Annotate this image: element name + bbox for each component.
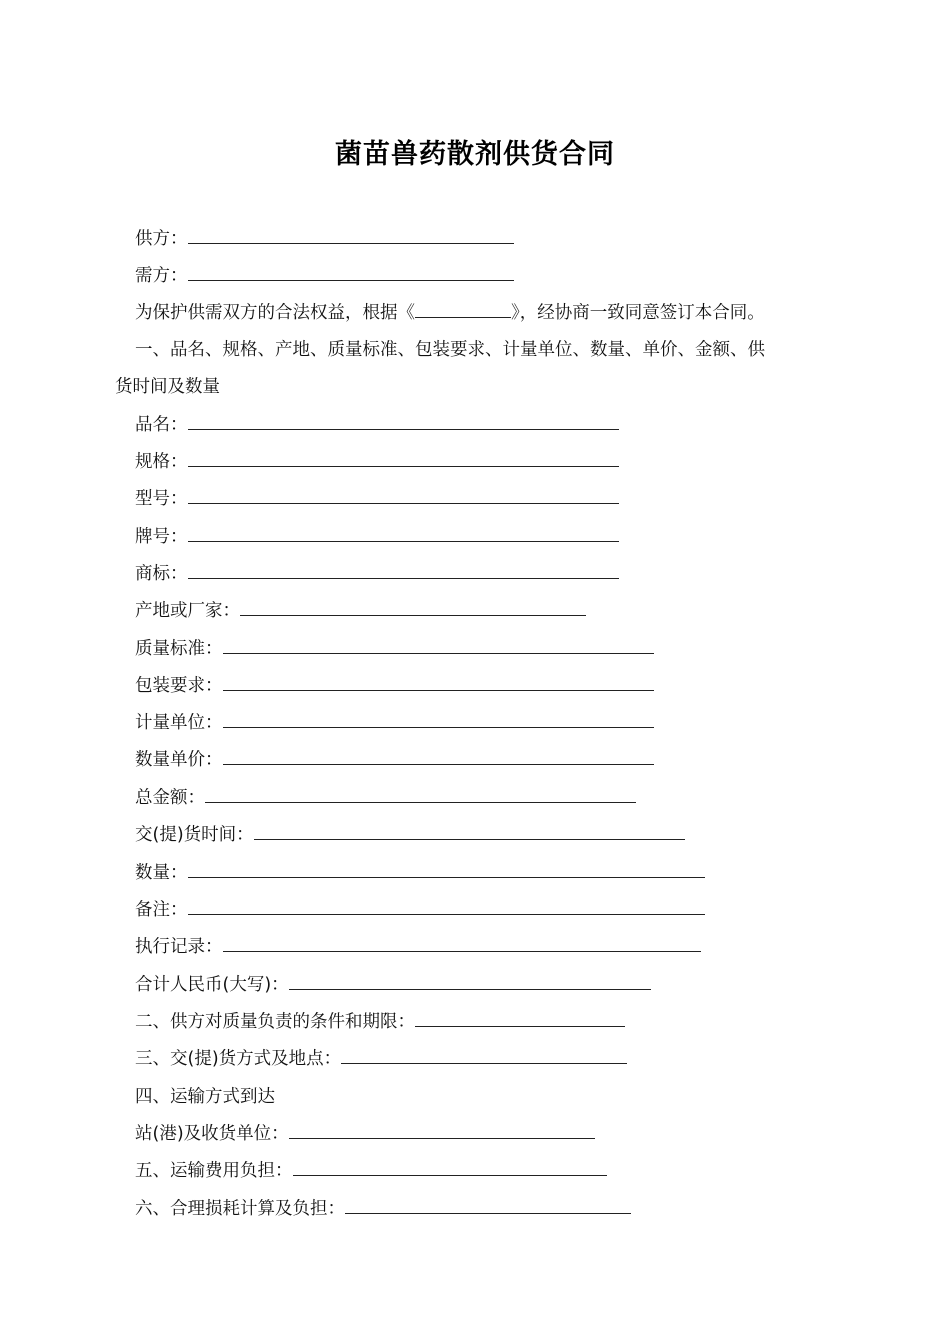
station-blank[interactable] (289, 1122, 595, 1139)
clause-1-text-cont: 货时间及数量 (115, 377, 220, 397)
clause-3-label: 三、交(提)货方式及地点： (135, 1049, 342, 1069)
quantity-label: 数量： (135, 863, 188, 883)
unit-price-label: 数量单价： (135, 750, 223, 770)
spec-line (135, 450, 619, 474)
execution-record-label: 执行记录： (135, 937, 223, 957)
quantity-line (135, 861, 705, 885)
basis-line (135, 301, 765, 325)
unit-price-line (135, 748, 654, 772)
clause-2-label: 二、供方对质量负责的条件和期限： (135, 1012, 415, 1032)
clause-1-text: 一、品名、规格、产地、质量标准、包装要求、计量单位、数量、单价、金额、供 (135, 340, 765, 360)
clause-5-blank[interactable] (293, 1159, 607, 1176)
clause-1-heading-cont (115, 375, 220, 399)
quality-standard-line (135, 637, 654, 661)
clause-5-label: 五、运输费用负担： (135, 1161, 293, 1181)
grade-line (135, 525, 619, 549)
supplier-line (135, 227, 514, 251)
product-name-blank[interactable] (188, 413, 619, 430)
product-name-line (135, 413, 619, 437)
law-name-blank[interactable] (415, 301, 511, 318)
buyer-label: 需方： (135, 266, 188, 286)
delivery-time-line (135, 823, 685, 847)
clause-2-line (135, 1010, 625, 1034)
clause-6-blank[interactable] (345, 1197, 631, 1214)
total-amount-label: 总金额： (135, 788, 205, 808)
packaging-blank[interactable] (223, 674, 654, 691)
clause-5-line (135, 1159, 607, 1183)
trademark-label: 商标： (135, 564, 188, 584)
model-line (135, 487, 619, 511)
supplier-blank[interactable] (188, 227, 514, 244)
clause-4-heading (135, 1085, 275, 1109)
clause-6-line (135, 1197, 631, 1221)
execution-record-line (135, 935, 701, 959)
origin-line (135, 599, 586, 623)
unit-price-blank[interactable] (223, 748, 654, 765)
buyer-line (135, 264, 514, 288)
origin-label: 产地或厂家： (135, 601, 240, 621)
clause-6-label: 六、合理损耗计算及负担： (135, 1199, 345, 1219)
origin-blank[interactable] (240, 599, 586, 616)
quality-standard-blank[interactable] (223, 637, 654, 654)
total-rmb-blank[interactable] (289, 973, 651, 990)
total-amount-line (135, 786, 636, 810)
unit-blank[interactable] (223, 711, 654, 728)
clause-4-text: 四、运输方式到达 (135, 1087, 275, 1107)
basis-suffix: 》，经协商一致同意签订本合同。 (511, 303, 765, 323)
buyer-blank[interactable] (188, 264, 514, 281)
total-rmb-label: 合计人民币(大写)： (135, 975, 289, 995)
spec-blank[interactable] (188, 450, 619, 467)
quantity-blank[interactable] (188, 861, 705, 878)
remarks-label: 备注： (135, 900, 188, 920)
clause-3-line (135, 1047, 627, 1071)
clause-1-heading (135, 338, 765, 362)
clause-3-blank[interactable] (341, 1047, 627, 1064)
execution-record-blank[interactable] (223, 935, 701, 952)
spec-label: 规格： (135, 452, 188, 472)
total-rmb-line (135, 973, 651, 997)
model-blank[interactable] (188, 487, 619, 504)
grade-blank[interactable] (188, 525, 619, 542)
delivery-time-label: 交(提)货时间： (135, 825, 254, 845)
remarks-blank[interactable] (188, 898, 705, 915)
document-title: 菌苗兽药散剂供货合同 (335, 139, 615, 170)
packaging-line (135, 674, 654, 698)
unit-label: 计量单位： (135, 713, 223, 733)
basis-prefix: 为保护供需双方的合法权益，根据《 (135, 303, 415, 323)
delivery-time-blank[interactable] (254, 823, 685, 840)
product-name-label: 品名： (135, 415, 188, 435)
station-label: 站(港)及收货单位： (135, 1124, 289, 1144)
model-label: 型号： (135, 489, 188, 509)
clause-2-blank[interactable] (415, 1010, 625, 1027)
total-amount-blank[interactable] (205, 786, 636, 803)
grade-label: 牌号： (135, 527, 188, 547)
station-line (135, 1122, 595, 1146)
unit-line (135, 711, 654, 735)
quality-standard-label: 质量标准： (135, 639, 223, 659)
supplier-label: 供方： (135, 229, 188, 249)
trademark-line (135, 562, 619, 586)
remarks-line (135, 898, 705, 922)
packaging-label: 包装要求： (135, 676, 223, 696)
trademark-blank[interactable] (188, 562, 619, 579)
